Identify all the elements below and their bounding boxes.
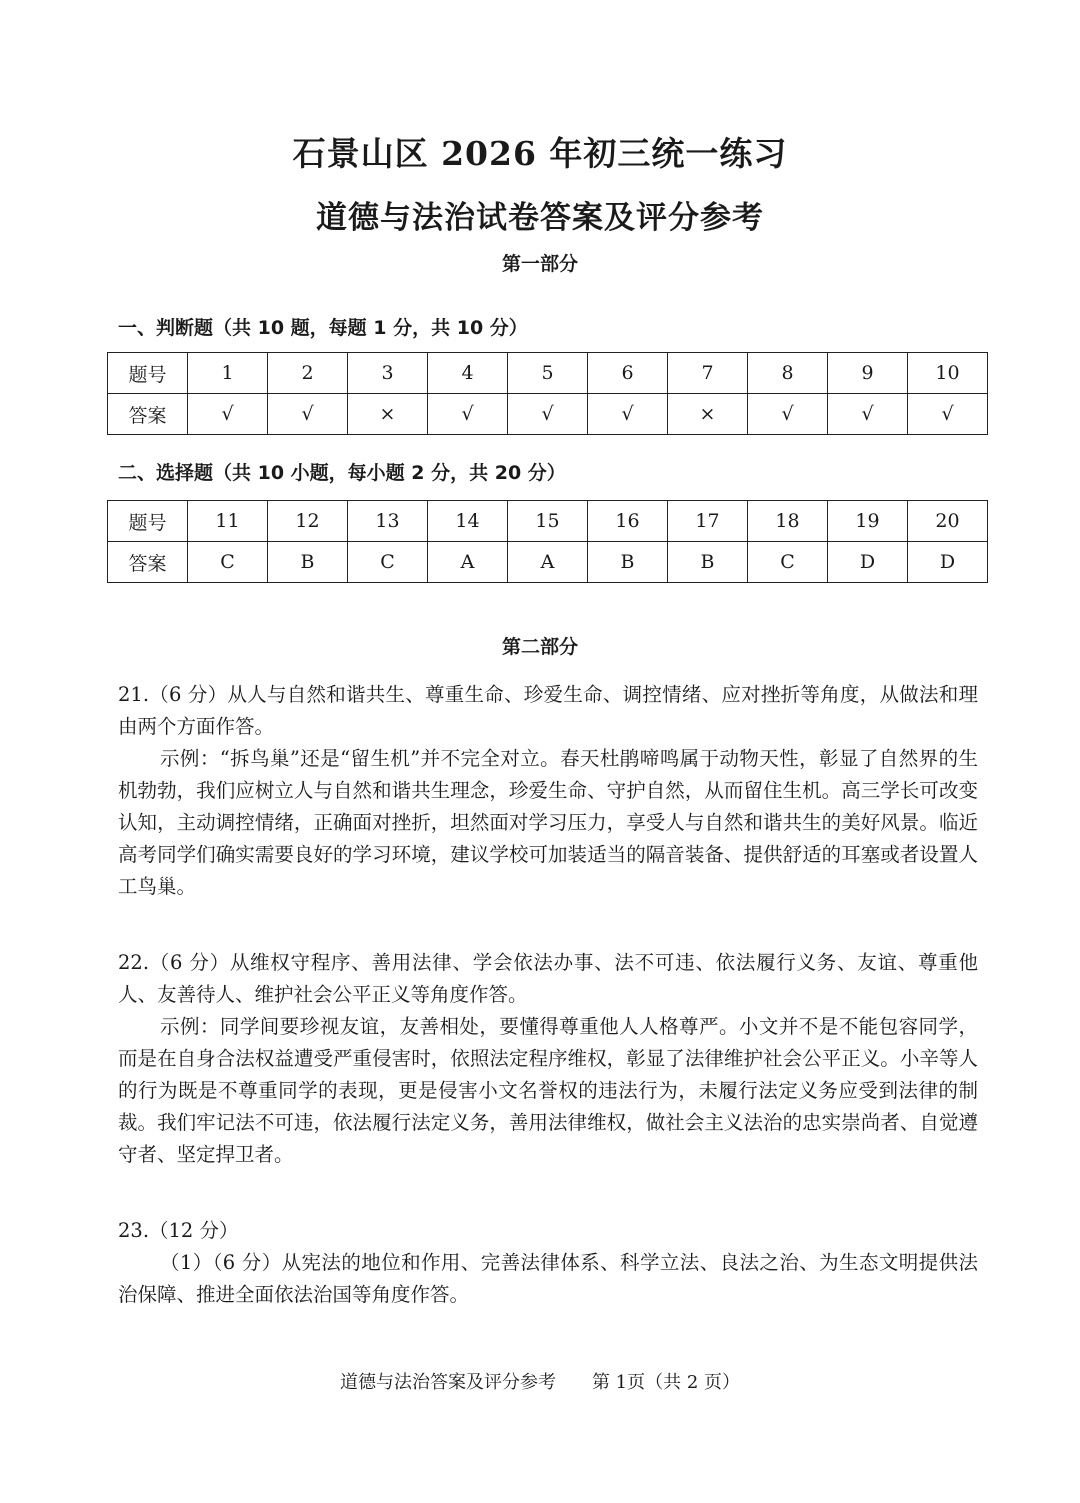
question-number: 14 (428, 501, 508, 542)
judge-answer-table (107, 352, 988, 435)
choice-section-heading: 二、选择题（共 10 小题，每小题 2 分，共 20 分） (118, 462, 566, 484)
question-number: 16 (588, 501, 668, 542)
question-22 (118, 947, 978, 1171)
row-label-number: 题号 (108, 353, 188, 394)
judge-section-heading: 一、判断题（共 10 题，每题 1 分，共 10 分） (118, 317, 528, 339)
answer-cell: √ (908, 394, 988, 435)
answer-cell: √ (508, 394, 588, 435)
answer-cell: × (348, 394, 428, 435)
part-one-label: 第一部分 (501, 253, 578, 275)
question-23 (118, 1215, 978, 1311)
question-number: 18 (748, 501, 828, 542)
answer-cell: A (428, 542, 508, 583)
question-number: 1 (188, 353, 268, 394)
part-two-label: 第二部分 (501, 636, 578, 658)
answer-cell: √ (588, 394, 668, 435)
document-subtitle: 道德与法治试卷答案及评分参考 (316, 200, 764, 236)
answer-cell: C (188, 542, 268, 583)
answer-cell: C (348, 542, 428, 583)
question-number: 6 (588, 353, 668, 394)
answer-cell: √ (268, 394, 348, 435)
question-number: 2 (268, 353, 348, 394)
question-number: 19 (828, 501, 908, 542)
question-number: 13 (348, 501, 428, 542)
table-row (108, 542, 988, 583)
answer-cell: √ (428, 394, 508, 435)
question-21 (118, 679, 978, 903)
question-number: 11 (188, 501, 268, 542)
answer-cell: √ (748, 394, 828, 435)
table-row (108, 501, 988, 542)
question-number: 20 (908, 501, 988, 542)
question-number: 10 (908, 353, 988, 394)
question-21-example: 示例：“拆鸟巢”还是“留生机”并不完全对立。春天杜鹃啼鸣属于动物天性，彰显了自然界的生机勃勃，我们应树立人与自然和谐共生理念，珍爱生命、守护自然，从而留住生机。高三学长可改变认知，主动调控情绪，正确面对挫折，坦然面对学习压力，享受人与自然和谐共生的美好风景。临近高考同学们确实需要良好的学习环境，建议学校可加装适当的隔音装备、提供舒适的耳塞或者设置人工鸟巢。 (118, 747, 978, 898)
question-number: 15 (508, 501, 588, 542)
question-number: 7 (668, 353, 748, 394)
answer-cell: C (748, 542, 828, 583)
page-footer (0, 1368, 1080, 1394)
question-number: 5 (508, 353, 588, 394)
answer-cell: × (668, 394, 748, 435)
question-number: 17 (668, 501, 748, 542)
question-number: 8 (748, 353, 828, 394)
answer-cell: D (908, 542, 988, 583)
choice-answer-table (107, 500, 988, 583)
answer-cell: A (508, 542, 588, 583)
answer-cell: √ (188, 394, 268, 435)
question-22-intro: 22.（6 分）从维权守程序、善用法律、学会依法办事、法不可违、依法履行义务、友谊、尊重他人、友善待人、维护社会公平正义等角度作答。 (118, 951, 978, 1006)
table-row (108, 394, 988, 435)
answer-cell: D (828, 542, 908, 583)
exam-title: 石景山区 2026 年初三统一练习 (292, 134, 788, 173)
row-label-answer: 答案 (108, 542, 188, 583)
question-23-intro: 23.（12 分） (118, 1219, 239, 1242)
question-21-intro: 21.（6 分）从人与自然和谐共生、尊重生命、珍爱生命、调控情绪、应对挫折等角度，从做法和理由两个方面作答。 (118, 683, 978, 738)
row-label-answer: 答案 (108, 394, 188, 435)
table-row (108, 353, 988, 394)
footer-document-name: 道德与法治答案及评分参考 (339, 1372, 556, 1393)
question-number: 4 (428, 353, 508, 394)
question-number: 3 (348, 353, 428, 394)
answer-cell: B (668, 542, 748, 583)
question-23-sub1: （1）（6 分）从宪法的地位和作用、完善法律体系、科学立法、良法之治、为生态文明提供法治保障、推进全面依法治国等角度作答。 (118, 1251, 978, 1306)
question-number: 9 (828, 353, 908, 394)
question-22-example: 示例：同学间要珍视友谊，友善相处，要懂得尊重他人人格尊严。小文并不是不能包容同学，而是在自身合法权益遭受严重侵害时，依照法定程序维权，彰显了法律维护社会公平正义。小辛等人的行为既是不尊重同学的表现，更是侵害小文名誉权的违法行为，未履行法定义务应受到法律的制裁。我们牢记法不可违，依法履行法定义务，善用法律维权，做社会主义法治的忠实崇尚者、自觉遵守者、坚定捍卫者。 (118, 1015, 978, 1166)
footer-page-number: 第 1页（共 2 页） (591, 1372, 741, 1393)
question-number: 12 (268, 501, 348, 542)
answer-cell: B (588, 542, 668, 583)
row-label-number: 题号 (108, 501, 188, 542)
answer-cell: √ (828, 394, 908, 435)
answer-cell: B (268, 542, 348, 583)
